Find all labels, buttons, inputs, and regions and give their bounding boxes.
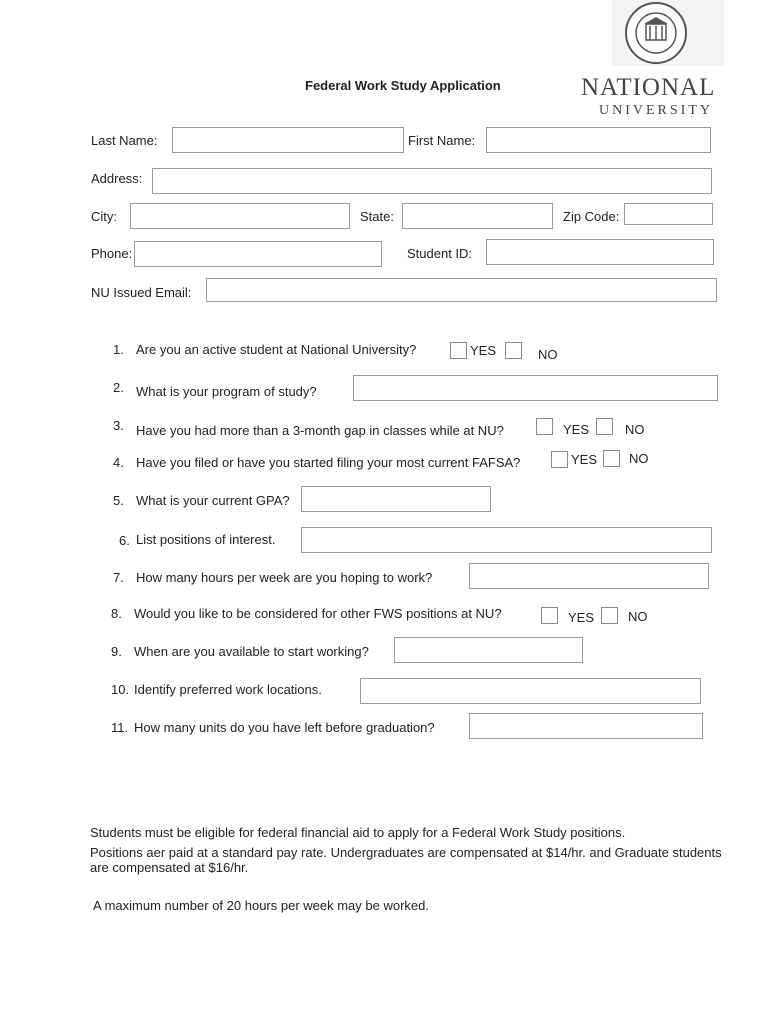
email-field[interactable] bbox=[206, 278, 717, 302]
no-label: NO bbox=[538, 347, 558, 362]
email-label: NU Issued Email: bbox=[91, 285, 192, 300]
question-text: How many hours per week are you hoping to work? bbox=[136, 570, 433, 585]
question-text: What is your program of study? bbox=[136, 384, 317, 399]
question-number: 5. bbox=[113, 493, 124, 508]
yes-label: YES bbox=[568, 610, 595, 625]
q3-no-checkbox[interactable] bbox=[596, 418, 613, 435]
start-date-field[interactable] bbox=[394, 637, 583, 663]
city-label: City: bbox=[91, 209, 117, 224]
q8-yes-checkbox[interactable] bbox=[541, 607, 558, 624]
no-label: NO bbox=[625, 422, 645, 437]
city-field[interactable] bbox=[130, 203, 350, 229]
question-text: How many units do you have left before graduation? bbox=[134, 720, 435, 735]
question-number: 3. bbox=[113, 418, 124, 433]
student-id-field[interactable] bbox=[486, 239, 714, 265]
max-hours-note: A maximum number of 20 hours per week may be worked. bbox=[93, 898, 429, 913]
q1-yes-checkbox[interactable] bbox=[450, 342, 467, 359]
no-label: NO bbox=[629, 451, 649, 466]
logo-wordmark-university: UNIVERSITY bbox=[599, 103, 713, 118]
phone-field[interactable] bbox=[134, 241, 382, 267]
phone-label: Phone: bbox=[91, 246, 133, 261]
question-text: Identify preferred work locations. bbox=[134, 682, 322, 697]
address-field[interactable] bbox=[152, 168, 712, 194]
question-text: Would you like to be considered for other FWS positions at NU? bbox=[134, 606, 502, 621]
student-id-label: Student ID: bbox=[407, 246, 473, 261]
question-number: 2. bbox=[113, 380, 124, 395]
first-name-field[interactable] bbox=[486, 127, 711, 153]
question-number: 1. bbox=[113, 342, 124, 357]
question-number: 6. bbox=[119, 533, 130, 548]
hours-per-week-field[interactable] bbox=[469, 563, 709, 589]
question-number: 9. bbox=[111, 644, 122, 659]
zip-label: Zip Code: bbox=[563, 209, 620, 224]
last-name-label: Last Name: bbox=[91, 133, 158, 148]
question-text: Have you filed or have you started filing your most current FAFSA? bbox=[136, 455, 521, 470]
question-number: 8. bbox=[111, 606, 122, 621]
question-text: When are you available to start working? bbox=[134, 644, 369, 659]
yes-label: YES bbox=[470, 343, 497, 358]
question-number: 11. bbox=[111, 720, 129, 735]
program-of-study-field[interactable] bbox=[353, 375, 718, 401]
question-number: 7. bbox=[113, 570, 124, 585]
no-label: NO bbox=[628, 609, 648, 624]
first-name-label: First Name: bbox=[408, 133, 476, 148]
q4-yes-checkbox[interactable] bbox=[551, 451, 568, 468]
question-text: What is your current GPA? bbox=[136, 493, 290, 508]
address-label: Address: bbox=[91, 171, 143, 186]
work-locations-field[interactable] bbox=[360, 678, 701, 704]
seal-icon bbox=[612, 0, 724, 66]
yes-label: YES bbox=[563, 422, 590, 437]
positions-of-interest-field[interactable] bbox=[301, 527, 712, 553]
question-number: 10. bbox=[111, 682, 130, 697]
university-seal bbox=[612, 0, 724, 66]
zip-field[interactable] bbox=[624, 203, 713, 225]
yes-label: YES bbox=[571, 452, 598, 467]
page-title: Federal Work Study Application bbox=[305, 78, 501, 93]
gpa-field[interactable] bbox=[301, 486, 491, 512]
q4-no-checkbox[interactable] bbox=[603, 450, 620, 467]
question-text: List positions of interest. bbox=[136, 532, 276, 547]
question-number: 4. bbox=[113, 455, 124, 470]
logo-wordmark-national: NATIONAL bbox=[581, 74, 716, 101]
state-field[interactable] bbox=[402, 203, 553, 229]
last-name-field[interactable] bbox=[172, 127, 404, 153]
q3-yes-checkbox[interactable] bbox=[536, 418, 553, 435]
state-label: State: bbox=[360, 209, 394, 224]
q8-no-checkbox[interactable] bbox=[601, 607, 618, 624]
question-text: Are you an active student at National University? bbox=[136, 342, 417, 357]
q1-no-checkbox[interactable] bbox=[505, 342, 522, 359]
eligibility-note: Students must be eligible for federal financial aid to apply for a Federal Work Study positions. bbox=[90, 825, 626, 840]
pay-rate-note: Positions aer paid at a standard pay rate. Undergraduates are compensated at $14/hr. and Graduate students are compensated at $16/hr. bbox=[90, 845, 722, 875]
units-left-field[interactable] bbox=[469, 713, 703, 739]
question-text: Have you had more than a 3-month gap in classes while at NU? bbox=[136, 423, 504, 438]
